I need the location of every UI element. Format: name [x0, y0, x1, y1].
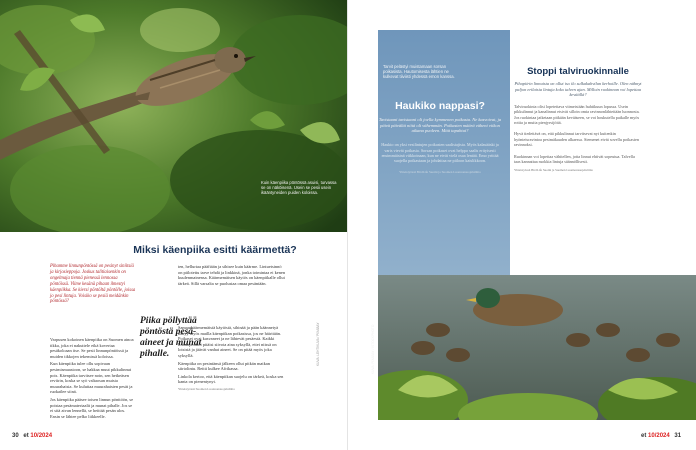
issue-number: 10/2024 [30, 433, 53, 439]
right-page [348, 0, 696, 450]
talvi-answer-2: Hyvä tiedettävä on, että pikkulinnut tarvitsevat nyt kuitenkin hyönteisravintoa pesimäkauden alkaessa. Siemenet eivät sovellu poikasten ravinnoksi. [514, 131, 640, 148]
magazine-logo: et [23, 433, 29, 439]
folio-right [641, 433, 681, 439]
wryneck-photo-illustration [0, 0, 348, 232]
article-column-2 [178, 264, 286, 288]
haukio-title: Haukiko nappasi? [395, 100, 485, 112]
body-paragraph: Linkola kertoo, että käenpiikan suojelu on tärkeä, koska sen kanta on pienentynyt. [178, 373, 284, 385]
talvi-title: Stoppi talviruokinnalle [527, 66, 629, 77]
talvi-question: Pihapiirin linnuista on ollut iso ilo sulkakahvilan kerhoille. Olen nähnyt paljon erilaisia lintuja koko talven ajan. Milloin ruokinnan voi lopettaa keväällä? [514, 81, 642, 98]
body-paragraph: Varpusen kokoinen käenpiika on Suomen ainoa tikka, joka ei nakuttele eikä kovertaa pesäkoloaan itse. Se pesii linnunpöntöissä ja muiden tikkojen tekemissä koloissa. [50, 337, 134, 359]
haukio-question: Tavistaani tavistaani oli joella kymmenen poikasta. Ne kasvoivat, ja päivä päivältä niitä oli vähemmän. Poikasten määrä väheni viikon aikana puoleen. Mitä tapahtui? [378, 117, 502, 134]
article-column-1-body [50, 337, 136, 421]
haukio-source: Yhteistyössä BirdLife Suomi ja Suomen Luonnonsuojeluliitto [399, 169, 481, 174]
reader-question: Pihamme linnunpöntössä on pesinyt siniitsiä ja kirjosieppoja. Joskus talitiaisenkin on ongelmaja tiennä pienessä lennossa pöntöissä. Viime kesänä pihaan ilmestyi käenpiikka. Se kiersi pöntöltä pöntölle, joissa jo pesi lintuja. Voisiko se pesiä meidänkin pöntössä? [50, 264, 136, 305]
photo-credit-right: KUVA: PIXABAY / ISTOCKPHOTO [371, 324, 375, 374]
wryneck-photo-caption: Kuin käenpiika pöntössä asuisi, turvassa se on näköisenä. Usein se pesii usein ikääntyneiden puiden koloissa. [261, 180, 337, 196]
issue-number-right: 10/2024 [648, 433, 670, 439]
talvi-answer-3: Ruokinnan voi lopettaa vähitellen, jotta linnut ehtivät sopeutua. Talvella taas kannattaa ruokkia lintuja säännöllisesti. [514, 153, 635, 165]
page-number: 30 [12, 433, 19, 439]
body-paragraph: Samaa käärmemäistä käytöstä, sihinää ja pään käännetyä näkyy myös mailla käenpiikan poikasissa, jos ne häiritään. Poikaset ovat kasvaneet ja ne lähtevät pesäestä. Kaikki linnunpönttöt pitäisi siivota aina syksyllä, ettei niissä on loisistä ja jäävät vanhat aineet. Se on pitää myös joka syksyllä. [178, 325, 282, 358]
article-column-2-body [178, 325, 286, 395]
haukio-article [378, 100, 502, 174]
page-number-right: 31 [674, 433, 682, 439]
talvi-answer-1: Talviruokinta olisi lopetettava viimeistään huhtikuun lopussa. Usein pikkulinnut ja kanalinnut etsivät silloin omia ravinnonlähteitään luonnosta. Jos ruokintaa jatketaan pitkään kevääseen, se voi houkutella paikalle myös rottia ja muita pienjyrsijöitä. [514, 103, 640, 125]
article-title: Miksi käenpiika esitti käärmettä? [133, 244, 297, 256]
source-line: Yhteistyössä Suomen Luonnonsuojeluliitto [178, 386, 235, 391]
haukio-answer: Haukio on yksi vesilintujen poikasten saalistajista. Myös kalasääski ja varis vievät poikasia. Sorsan poikaset ovat helppo saalis erityisesti ensimmäisinä viikkoinaan, kun ne eivät vielä osaa lentää. Emo yrittää suojella poikasiaan ja johdattaa ne piiloon kaislikkoon. [381, 142, 499, 164]
pull-quote: Piika pöllyttää pöntöstä pesä-aineet ja munat pihalle. [140, 316, 202, 359]
photo-credit: KUVA: LEHTIKUVA / PIXABAY [316, 322, 320, 366]
folio-left [12, 433, 52, 439]
body-paragraph: Käenpiika on pesintänsä jälkeen ollut pitkän matkan siirtolintu. Reitti kulkee Afrikassa. [178, 360, 270, 372]
wryneck-photo [0, 0, 348, 232]
talviruokinta-article [514, 66, 642, 173]
article-column-1 [50, 264, 136, 307]
duck-photo-caption: Tarvit pelästyi muistamaan sorsan poikasista. Hautomisesta lähtien ne kulkevat tiiviisti yhdessä emon kanssa. [383, 64, 455, 80]
body-paragraph: ten, hellurtaa pääftään ja sihisee kuin käärme. Lintuetsinnö on piilotettu tarve tehdä ja linkkinä, jonka toimintaa ei kenen kuulenmainensa. Käärmemäisen käytös on käenpiikalle ollut tärkeä. Sillä varsalta se puolustaa omaa pesäntään. [178, 264, 286, 286]
magazine-logo-right: et [641, 433, 647, 439]
body-paragraph: Kun käenpiika tulee ollu sopivaan pesimismaastoon, se hakkaa muut pikkulinnut pois. Käenpiika tarvitsee noin, sen hetkeäsen reviirin, koska se syö valtaosan muista muurahaisia. Se kuluttaa muurahaisten pesät ja ruokailee siinä. [50, 361, 133, 395]
body-paragraph: Jos käenpiika pääsee toisen linnun pönttöön, se poistaa pesämateriaalit ja munat pihalle. Jos se ei sitä aivan lennellä, se heittää pesän ulos. Ensin se lähtee pelko liikkeelle. [50, 396, 134, 419]
talvi-source: Yhteistyössä BirdLife Suomi ja Suomen Luonnonsuojeluliitto [514, 168, 594, 173]
